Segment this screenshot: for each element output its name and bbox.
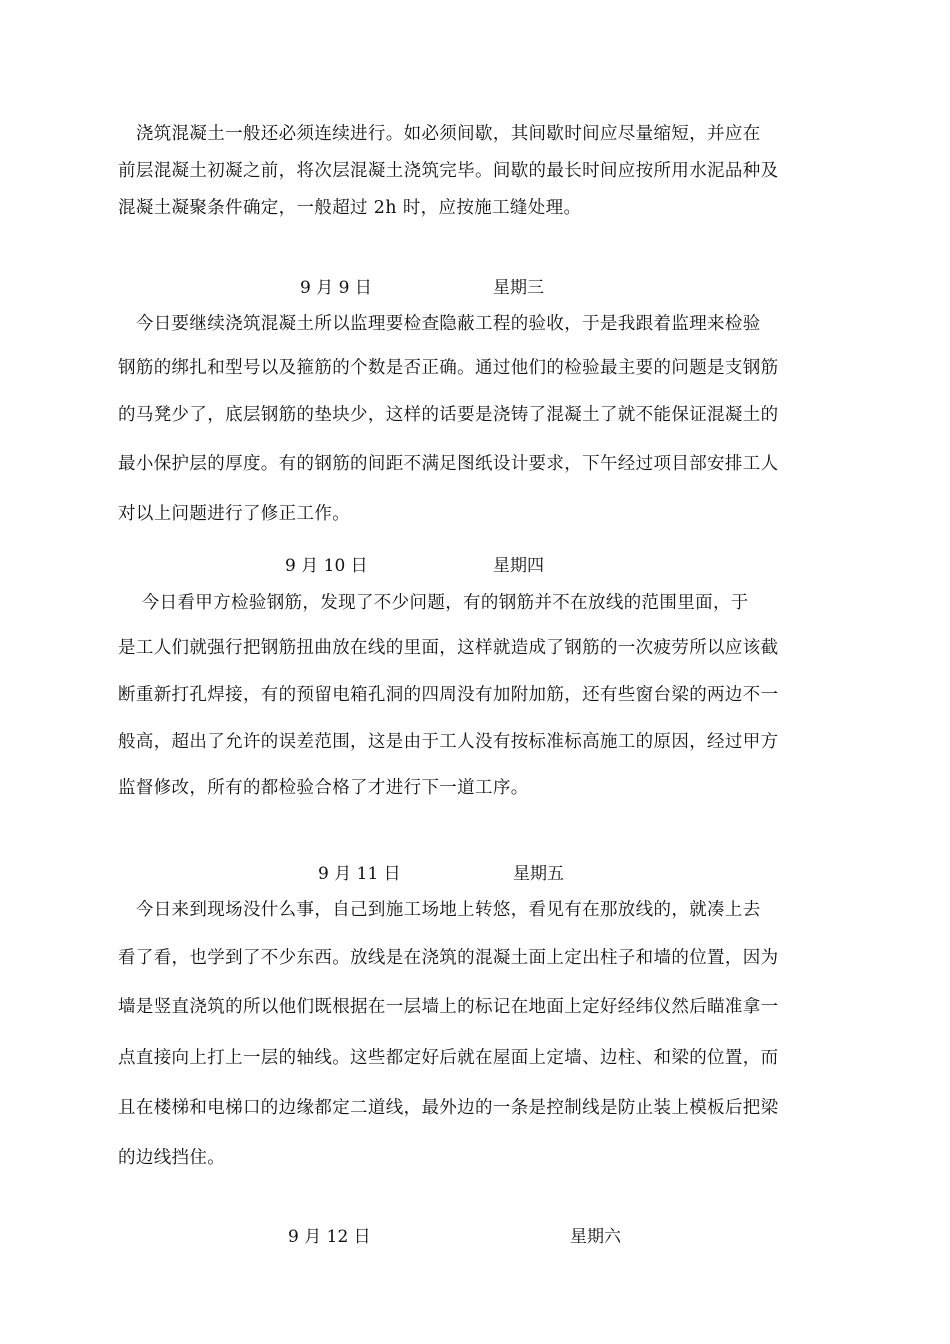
entry-date: 9 月 11 日 — [318, 864, 401, 884]
paragraph-line: 前层混凝土初凝之前，将次层混凝土浇筑完毕。间歇的最长时间应按所用水泥品种及 — [118, 161, 779, 181]
paragraph-line: 是工人们就强行把钢筋扭曲放在线的里面，这样就造成了钢筋的一次疲劳所以应该截 — [118, 638, 779, 658]
entry-date: 9 月 10 日 — [285, 556, 368, 576]
paragraph-line: 墙是竖直浇筑的所以他们既根据在一层墙上的标记在地面上定好经纬仪然后瞄准拿一 — [118, 997, 779, 1017]
paragraph-line: 混凝土凝聚条件确定，一般超过 2h 时，应按施工缝处理。 — [118, 198, 582, 218]
paragraph-line: 监督修改，所有的都检验合格了才进行下一道工序。 — [118, 778, 529, 798]
entry-weekday: 星期三 — [493, 278, 544, 298]
paragraph-line: 最小保护层的厚度。有的钢筋的间距不满足图纸设计要求，下午经过项目部安排工人 — [118, 454, 779, 474]
entry-weekday: 星期六 — [570, 1227, 621, 1247]
entry-weekday: 星期四 — [493, 556, 544, 576]
paragraph-line: 对以上问题进行了修正工作。 — [118, 504, 351, 524]
paragraph-line: 钢筋的绑扎和型号以及箍筋的个数是否正确。通过他们的检验最主要的问题是支钢筋 — [118, 358, 779, 378]
paragraph-line: 浇筑混凝土一般还必须连续进行。如必须间歇，其间歇时间应尽量缩短，并应在 — [118, 124, 761, 144]
paragraph-line: 断重新打孔焊接，有的预留电箱孔洞的四周没有加附加筋，还有些窗台梁的两边不一 — [118, 685, 779, 705]
paragraph-line: 的马凳少了，底层钢筋的垫块少，这样的话要是浇铸了混凝土了就不能保证混凝土的 — [118, 405, 779, 425]
paragraph-line: 且在楼梯和电梯口的边缘都定二道线，最外边的一条是控制线是防止装上模板后把梁 — [118, 1098, 779, 1118]
paragraph-line: 点直接向上打上一层的轴线。这些都定好后就在屋面上定墙、边柱、和梁的位置，而 — [118, 1048, 779, 1068]
paragraph-line: 今日来到现场没什么事，自己到施工场地上转悠，看见有在那放线的，就凑上去 — [118, 900, 761, 920]
entry-date: 9 月 9 日 — [300, 278, 372, 298]
paragraph-line: 今日看甲方检验钢筋，发现了不少问题，有的钢筋并不在放线的范围里面，于 — [118, 593, 749, 613]
paragraph-line: 今日要继续浇筑混凝土所以监理要检查隐蔽工程的验收，于是我跟着监理来检验 — [118, 314, 761, 334]
paragraph-line: 的边线挡住。 — [118, 1148, 226, 1168]
paragraph-line: 般高，超出了允许的误差范围，这是由于工人没有按标准标高施工的原因，经过甲方 — [118, 732, 779, 752]
entry-weekday: 星期五 — [513, 864, 564, 884]
entry-date: 9 月 12 日 — [288, 1227, 371, 1247]
paragraph-line: 看了看，也学到了不少东西。放线是在浇筑的混凝土面上定出柱子和墙的位置，因为 — [118, 948, 779, 968]
